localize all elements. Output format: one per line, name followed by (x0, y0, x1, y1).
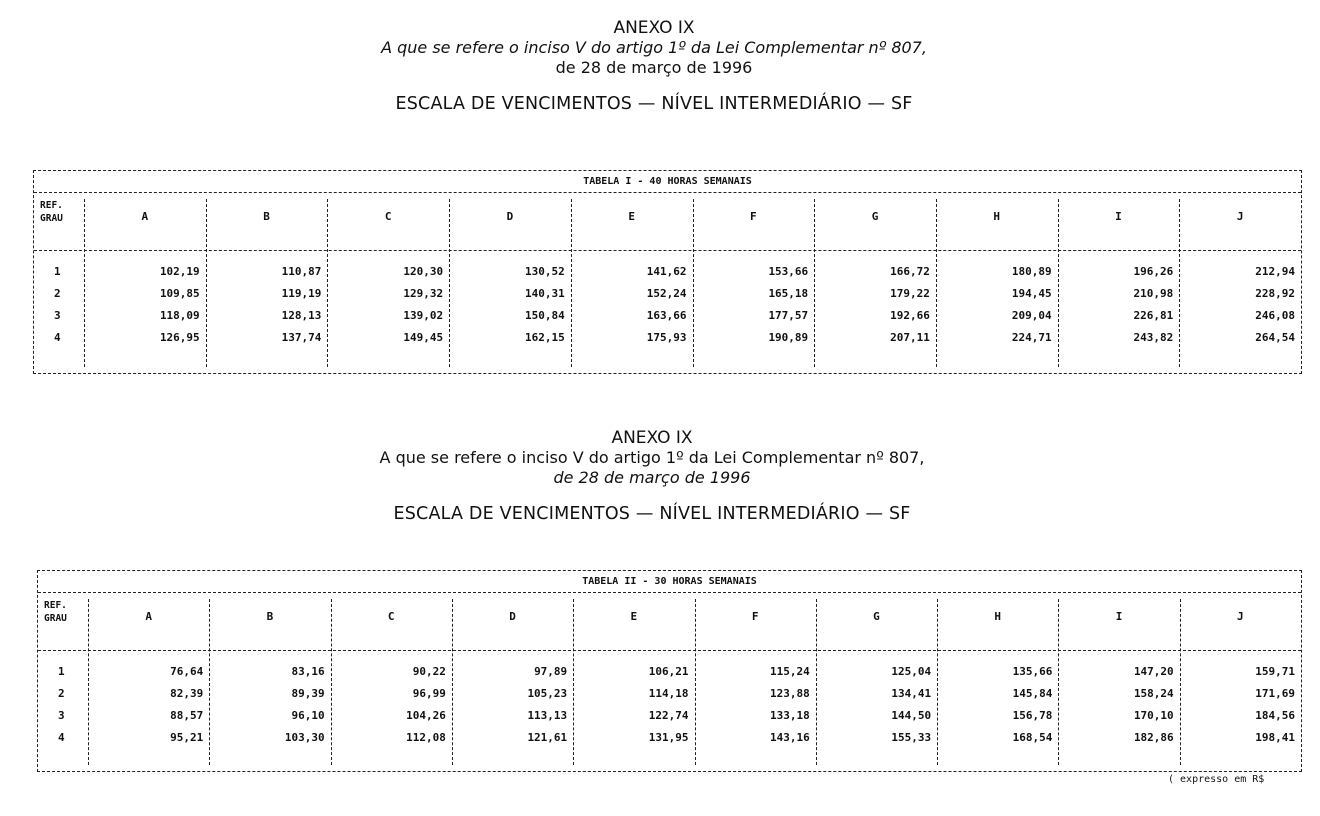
value-cell: 175,93 (646, 331, 687, 344)
value-cell: 179,22 (890, 287, 930, 300)
value-cell: 121,61 (527, 731, 568, 744)
value-cell: 190,89 (768, 331, 809, 344)
value-cell: 103,30 (284, 731, 325, 744)
value-cell: 243,82 (1133, 331, 1174, 344)
column-header: E (628, 210, 635, 223)
value-cell: 143,16 (770, 731, 810, 744)
grau-cell: 4 (54, 331, 61, 344)
column-header: B (266, 610, 274, 623)
value-cell: 165,18 (768, 287, 809, 300)
value-cell: 83,16 (291, 665, 325, 678)
value-cell: 112,08 (406, 731, 446, 744)
value-cell: 76,64 (170, 665, 204, 678)
column-header: G (873, 610, 880, 623)
column-header: H (993, 210, 1001, 223)
value-cell: 141,62 (646, 265, 687, 278)
column-header: J (1236, 210, 1244, 223)
column-header: A (145, 610, 152, 623)
value-cell: 177,57 (768, 309, 809, 322)
value-cell: 209,04 (1011, 309, 1052, 322)
value-cell: 120,30 (403, 265, 444, 278)
value-cell: 228,92 (1255, 287, 1295, 300)
value-cell: 145,84 (1012, 687, 1053, 700)
value-cell: 155,33 (891, 731, 932, 744)
column-header: I (1115, 610, 1123, 623)
grau-cell: 1 (58, 665, 65, 678)
value-cell: 264,54 (1255, 331, 1295, 344)
value-cell: 102,19 (159, 265, 200, 278)
value-cell: 171,69 (1255, 687, 1295, 700)
value-cell: 182,86 (1133, 731, 1174, 744)
value-cell: 207,11 (890, 331, 930, 344)
grau-cell: 1 (54, 265, 61, 278)
annex-date: de 28 de março de 1996 (553, 468, 751, 487)
value-cell: 135,66 (1012, 665, 1053, 678)
value-cell: 109,85 (159, 287, 200, 300)
value-cell: 162,15 (525, 331, 565, 344)
annex-date: de 28 de março de 1996 (555, 58, 753, 77)
value-cell: 140,31 (525, 287, 565, 300)
value-cell: 184,56 (1255, 709, 1295, 722)
value-cell: 114,18 (648, 687, 689, 700)
value-cell: 137,74 (281, 331, 322, 344)
column-header: J (1237, 610, 1244, 623)
value-cell: 152,24 (646, 287, 687, 300)
value-cell: 153,66 (768, 265, 809, 278)
grau-cell: 4 (58, 731, 65, 744)
value-cell: 158,24 (1133, 687, 1174, 700)
grau-cell: 2 (54, 287, 61, 300)
ref-label: REF. (40, 200, 63, 211)
value-cell: 196,26 (1133, 265, 1174, 278)
value-cell: 163,66 (646, 309, 687, 322)
value-cell: 168,54 (1012, 731, 1053, 744)
value-cell: 139,02 (403, 309, 444, 322)
value-cell: 118,09 (159, 309, 200, 322)
value-cell: 95,21 (170, 731, 204, 744)
value-cell: 97,89 (534, 665, 568, 678)
salary-table-2 (37, 570, 1302, 772)
column-header: F (750, 210, 757, 223)
value-cell: 88,57 (170, 709, 204, 722)
value-cell: 224,71 (1011, 331, 1052, 344)
value-cell: 212,94 (1255, 265, 1295, 278)
salary-table-1 (33, 170, 1302, 374)
value-cell: 210,98 (1133, 287, 1174, 300)
value-cell: 180,89 (1011, 265, 1052, 278)
column-header: C (387, 610, 395, 623)
grau-cell: 2 (58, 687, 65, 700)
column-header: D (509, 610, 516, 623)
grau-cell: 3 (54, 309, 61, 322)
value-cell: 156,78 (1012, 709, 1053, 722)
value-cell: 150,84 (525, 309, 565, 322)
value-cell: 194,45 (1011, 287, 1052, 300)
value-cell: 246,08 (1255, 309, 1295, 322)
value-cell: 128,13 (281, 309, 322, 322)
grau-label: GRAU (40, 213, 63, 224)
column-header: H (994, 610, 1002, 623)
value-cell: 106,21 (648, 665, 689, 678)
annex-title: ANEXO IX (613, 18, 695, 38)
value-cell: 192,66 (890, 309, 930, 322)
table-header-row (38, 593, 1301, 651)
value-cell: 110,87 (281, 265, 322, 278)
value-cell: 130,52 (525, 265, 565, 278)
value-cell: 125,04 (891, 665, 932, 678)
column-header: C (384, 210, 392, 223)
value-cell: 170,10 (1133, 709, 1174, 722)
column-header: G (871, 210, 879, 223)
annex-subtitle: A que se refere o inciso V do artigo 1º da Lei Complementar nº 807, (381, 38, 927, 57)
table-caption: TABELA II - 30 HORAS SEMANAIS (38, 571, 1301, 593)
ref-grau-label (40, 199, 80, 225)
column-header: F (751, 610, 759, 623)
value-cell: 144,50 (891, 709, 932, 722)
value-cell: 82,39 (170, 687, 204, 700)
value-cell: 113,13 (527, 709, 568, 722)
grau-cell: 3 (58, 709, 65, 722)
scale-title: ESCALA DE VENCIMENTOS — NÍVEL INTERMEDIÁRIO — SF (393, 504, 911, 524)
annex-header-1 (0, 18, 1314, 114)
column-header: B (263, 210, 270, 223)
value-cell: 115,24 (770, 665, 810, 678)
value-cell: 104,26 (406, 709, 446, 722)
value-cell: 133,18 (770, 709, 810, 722)
value-cell: 149,45 (403, 331, 444, 344)
annex-title: ANEXO IX (611, 428, 693, 448)
value-cell: 198,41 (1255, 731, 1295, 744)
value-cell: 105,23 (527, 687, 568, 700)
value-cell: 96,10 (291, 709, 325, 722)
column-header: D (506, 210, 514, 223)
value-cell: 89,39 (291, 687, 325, 700)
value-cell: 122,74 (648, 709, 689, 722)
value-cell: 226,81 (1133, 309, 1174, 322)
value-cell: 159,71 (1255, 665, 1295, 678)
value-cell: 134,41 (891, 687, 932, 700)
column-header: I (1115, 210, 1122, 223)
value-cell: 129,32 (403, 287, 444, 300)
scale-title: ESCALA DE VENCIMENTOS — NÍVEL INTERMEDIÁRIO — SF (395, 94, 913, 114)
value-cell: 96,99 (412, 687, 446, 700)
table-caption: TABELA I - 40 HORAS SEMANAIS (34, 171, 1301, 193)
value-cell: 166,72 (890, 265, 930, 278)
table-header-row (34, 193, 1301, 251)
column-header: E (630, 610, 638, 623)
column-header: A (141, 210, 149, 223)
value-cell: 90,22 (412, 665, 446, 678)
annex-header-2 (0, 428, 1312, 524)
value-cell: 126,95 (159, 331, 200, 344)
ref-label: REF. (44, 600, 67, 611)
annex-subtitle: A que se refere o inciso V do artigo 1º da Lei Complementar nº 807, (379, 448, 925, 467)
value-cell: 131,95 (648, 731, 689, 744)
value-cell: 147,20 (1133, 665, 1174, 678)
grau-label: GRAU (44, 613, 67, 624)
ref-grau-label (44, 599, 84, 625)
value-cell: 119,19 (281, 287, 322, 300)
value-cell: 123,88 (770, 687, 810, 700)
currency-note: ( expresso em R$ (1168, 774, 1265, 785)
